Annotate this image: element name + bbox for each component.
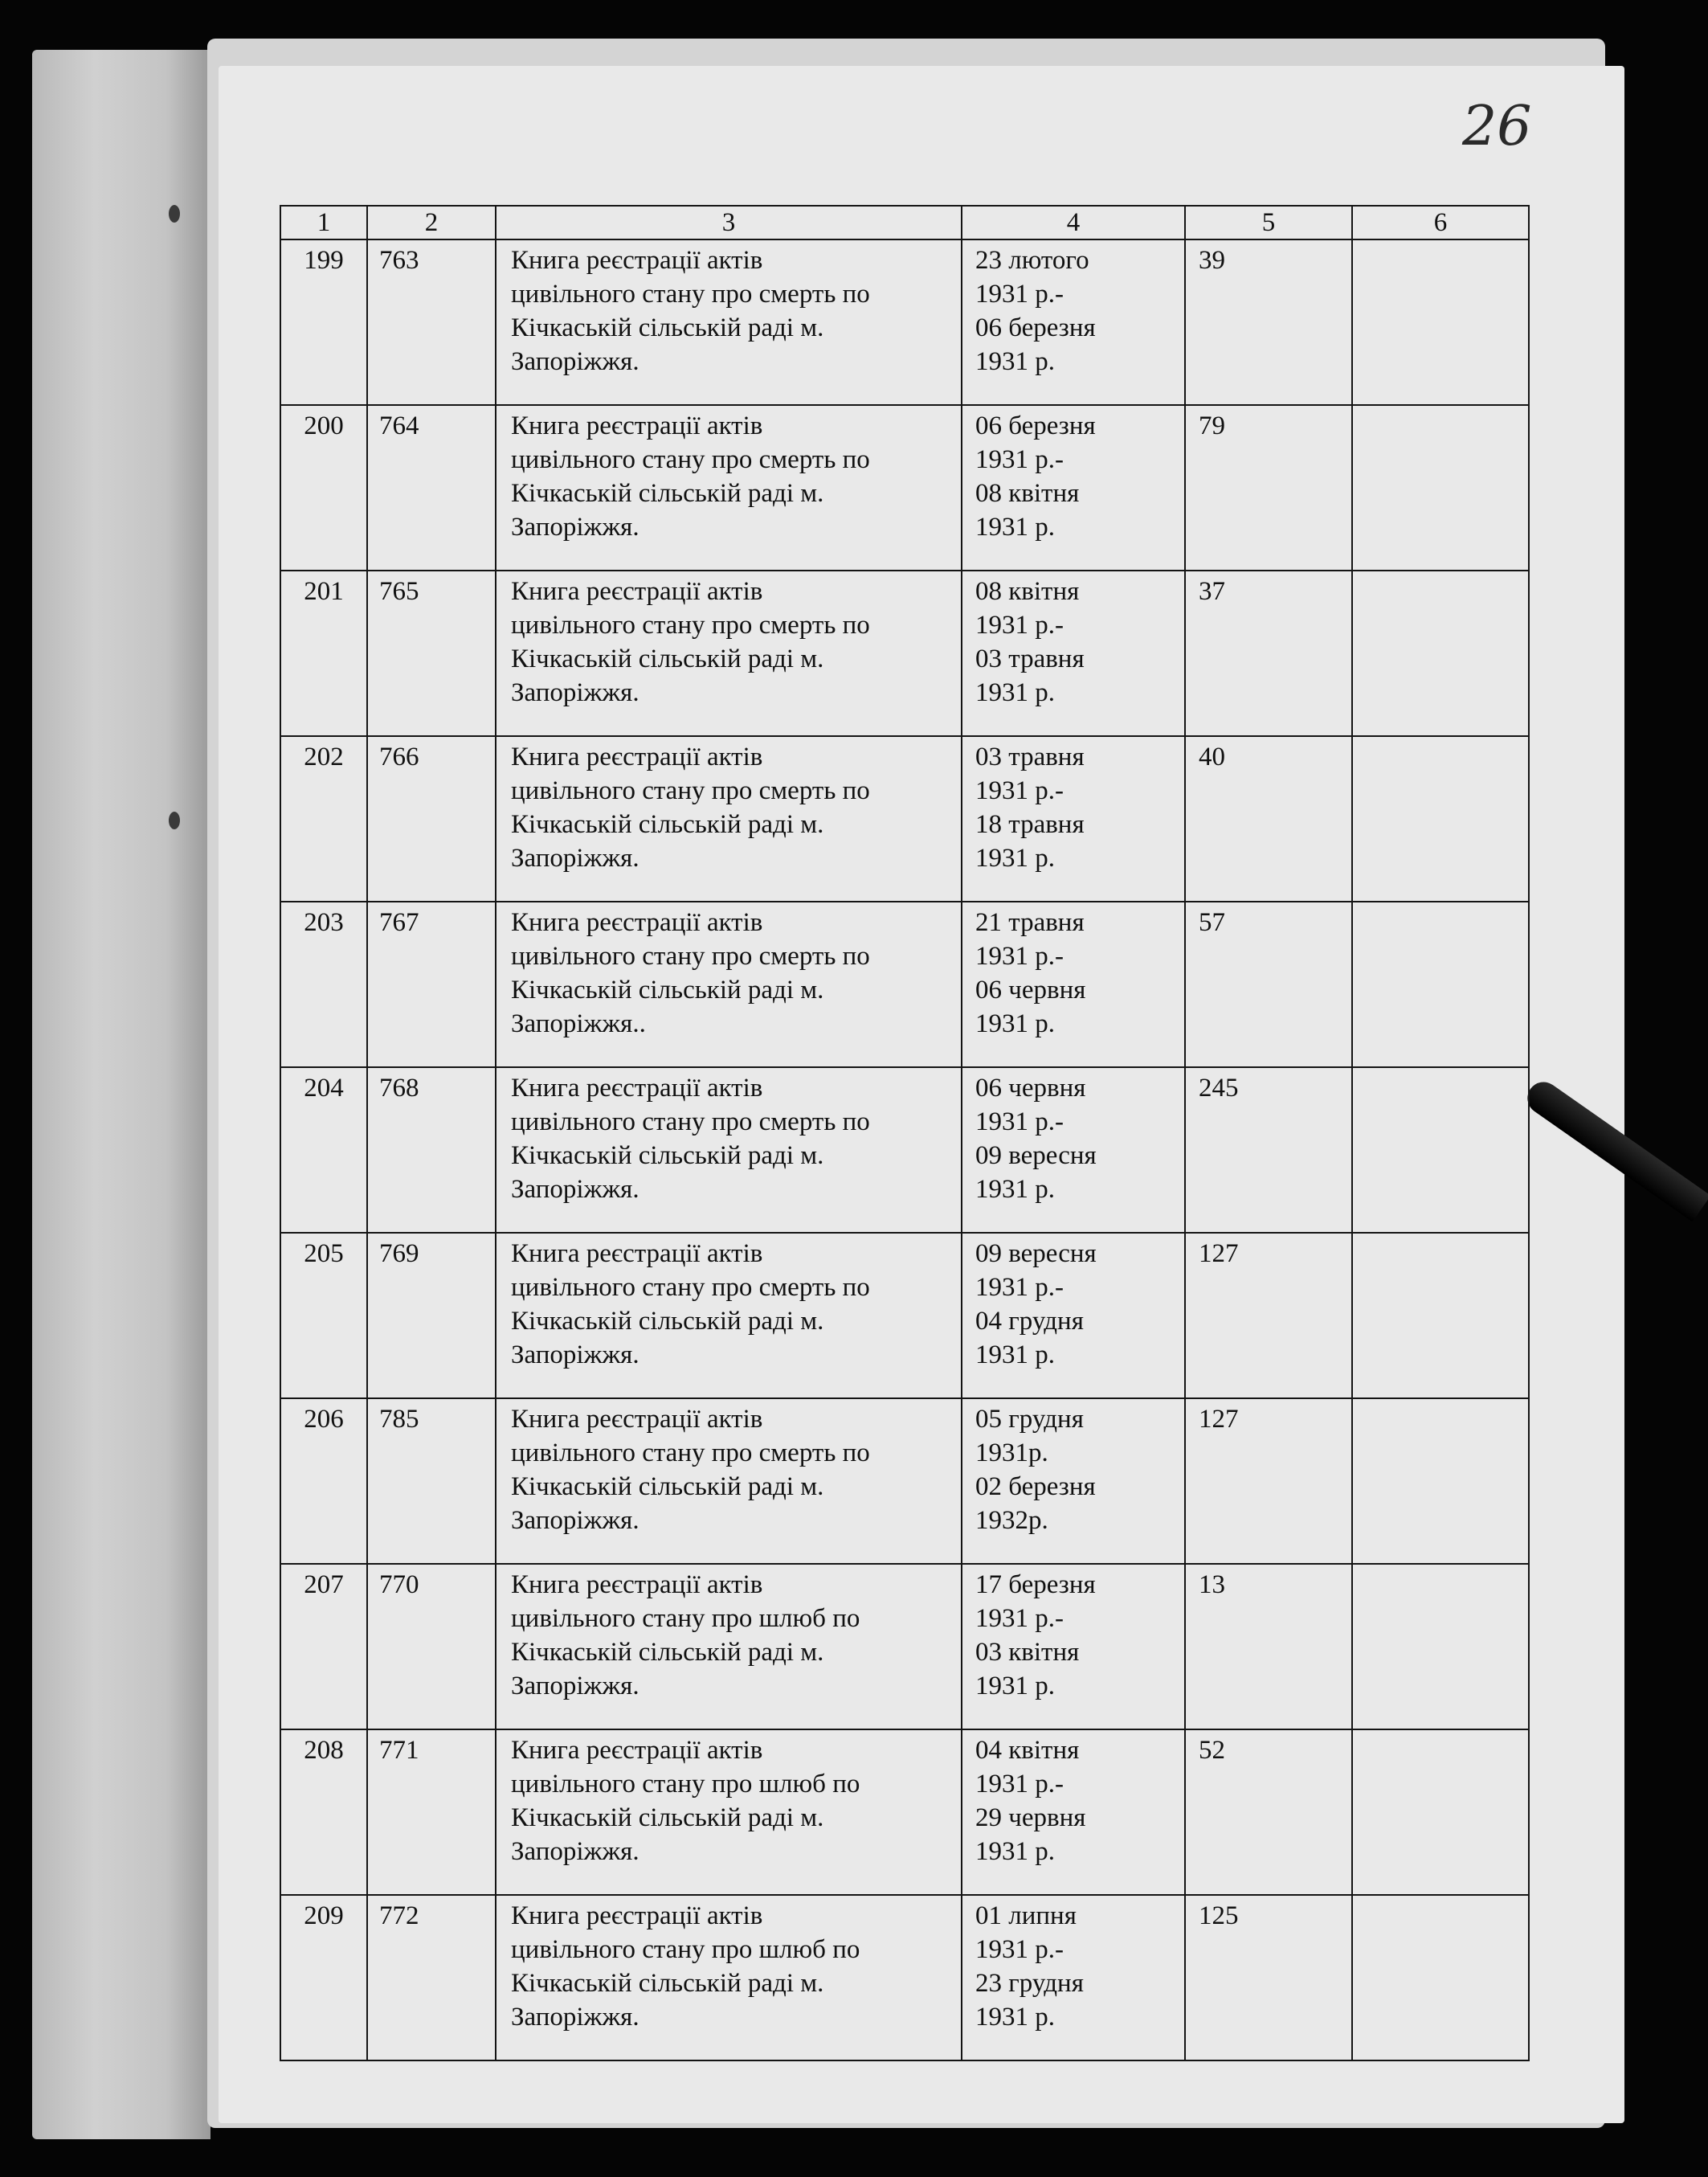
dates-cell [962,1564,1185,1729]
dates-cell [962,405,1185,571]
dates-cell-line: 1931 р.- [975,776,1064,805]
dates-cell-line: 23 лютого [975,246,1089,275]
item-number-cell: 200 [280,405,367,571]
registry-table [280,205,1530,2061]
title-cell [496,405,962,571]
inventory-number-cell: 763 [367,239,496,405]
inventory-number-cell: 772 [367,1895,496,2060]
title-cell-line: цивільного стану про смерть по [511,1438,870,1467]
item-number-cell: 203 [280,902,367,1067]
title-cell-line: Книга реєстрації актів [511,577,763,606]
title-cell [496,736,962,902]
column-header: 2 [367,206,496,239]
dates-cell-line: 1931 р. [975,347,1055,376]
count-cell: 245 [1185,1067,1352,1233]
note-cell [1352,1233,1529,1398]
count-cell: 57 [1185,902,1352,1067]
title-cell-line: Кічкаській сільській раді м. [511,1307,824,1336]
table-row [280,1067,1529,1233]
title-cell-line: цивільного стану про смерть по [511,611,870,640]
dates-cell-line: 1931 р. [975,1837,1055,1866]
title-cell-line: цивільного стану про шлюб по [511,1770,860,1798]
dates-cell-line: 17 березня [975,1570,1096,1599]
dates-cell-line: 06 червня [975,976,1086,1005]
inventory-number-cell: 764 [367,405,496,571]
dates-cell-line: 1931 р. [975,513,1055,542]
inventory-number-cell: 771 [367,1729,496,1895]
dates-cell-line: 18 травня [975,810,1085,839]
title-cell-line: Запоріжжя. [511,844,639,873]
item-number-cell: 204 [280,1067,367,1233]
table-row [280,736,1529,902]
dates-cell-line: 1931 р.- [975,280,1064,309]
dates-cell-line: 04 квітня [975,1736,1080,1765]
note-cell [1352,1398,1529,1564]
dates-cell-line: 1931 р.- [975,1770,1064,1798]
column-header: 1 [280,206,367,239]
dates-cell-line: 1931 р.- [975,1604,1064,1633]
note-cell [1352,736,1529,902]
item-number-cell: 206 [280,1398,367,1564]
title-cell-line: Кічкаській сільській раді м. [511,1638,824,1667]
title-cell-line: Запоріжжя. [511,1672,639,1700]
dates-cell-line: 06 березня [975,313,1096,342]
dates-cell-line: 1931 р.- [975,942,1064,971]
dates-cell-line: 04 грудня [975,1307,1084,1336]
title-cell-line: Книга реєстрації актів [511,1570,763,1599]
count-cell: 127 [1185,1398,1352,1564]
inventory-number-cell: 768 [367,1067,496,1233]
title-cell-line: цивільного стану про смерть по [511,1107,870,1136]
title-cell-line: Запоріжжя. [511,1506,639,1535]
dates-cell-line: 1931 р.- [975,1935,1064,1964]
title-cell-line: Кічкаській сільській раді м. [511,1969,824,1998]
table-row [280,902,1529,1067]
dates-cell-line: 23 грудня [975,1969,1084,1998]
dates-cell-line: 1931 р. [975,1009,1055,1038]
item-number-cell: 205 [280,1233,367,1398]
count-cell: 37 [1185,571,1352,736]
title-cell-line: Книга реєстрації актів [511,1901,763,1930]
dates-cell-line: 1931 р. [975,1672,1055,1700]
count-cell: 52 [1185,1729,1352,1895]
note-cell [1352,1895,1529,2060]
table-row [280,1233,1529,1398]
title-cell-line: цивільного стану про смерть по [511,280,870,309]
note-cell [1352,1729,1529,1895]
dates-cell-line: 1931 р.- [975,1273,1064,1302]
title-cell-line: Кічкаській сільській раді м. [511,810,824,839]
table-body [280,239,1529,2060]
title-cell-line: Запоріжжя.. [511,1009,646,1038]
dates-cell-line: 1931 р.- [975,1107,1064,1136]
dates-cell-line: 09 вересня [975,1141,1097,1170]
title-cell-line: Книга реєстрації актів [511,1239,763,1268]
title-cell-line: Кічкаській сільській раді м. [511,313,824,342]
title-cell-line: Запоріжжя. [511,2003,639,2032]
dates-cell-line: 09 вересня [975,1239,1097,1268]
dates-cell-line: 05 грудня [975,1405,1084,1434]
title-cell-line: Кічкаській сільській раді м. [511,645,824,673]
count-cell: 79 [1185,405,1352,571]
inventory-number-cell: 767 [367,902,496,1067]
title-cell-line: Кічкаській сільській раді м. [511,976,824,1005]
title-cell-line: Книга реєстрації актів [511,1736,763,1765]
inventory-number-cell: 765 [367,571,496,736]
title-cell-line: Кічкаській сільській раді м. [511,479,824,508]
title-cell [496,571,962,736]
dates-cell-line: 1931 р. [975,1175,1055,1204]
note-cell [1352,405,1529,571]
dates-cell-line: 06 червня [975,1074,1086,1103]
inventory-number-cell: 769 [367,1233,496,1398]
title-cell-line: Книга реєстрації актів [511,908,763,937]
title-cell [496,1895,962,2060]
table-row [280,405,1529,571]
dates-cell-line: 1931р. [975,1438,1048,1467]
count-cell: 125 [1185,1895,1352,2060]
title-cell-line: Запоріжжя. [511,347,639,376]
title-cell-line: Запоріжжя. [511,678,639,707]
table-row [280,571,1529,736]
dates-cell-line: 1931 р. [975,2003,1055,2032]
count-cell: 39 [1185,239,1352,405]
count-cell: 13 [1185,1564,1352,1729]
table-row [280,1729,1529,1895]
title-cell [496,1398,962,1564]
title-cell-line: цивільного стану про смерть по [511,1273,870,1302]
title-cell-line: Кічкаській сільській раді м. [511,1141,824,1170]
dates-cell-line: 03 травня [975,645,1085,673]
table-row [280,1398,1529,1564]
dates-cell-line: 06 березня [975,411,1096,440]
note-cell [1352,1067,1529,1233]
dates-cell [962,902,1185,1067]
dates-cell-line: 1931 р.- [975,611,1064,640]
dates-cell-line: 08 квітня [975,479,1080,508]
dates-cell-line: 29 червня [975,1803,1086,1832]
dates-cell [962,1729,1185,1895]
title-cell-line: Кічкаській сільській раді м. [511,1803,824,1832]
title-cell-line: цивільного стану про шлюб по [511,1935,860,1964]
item-number-cell: 209 [280,1895,367,2060]
table-row [280,1895,1529,2060]
title-cell [496,1067,962,1233]
title-cell-line: Запоріжжя. [511,513,639,542]
title-cell-line: Книга реєстрації актів [511,246,763,275]
title-cell-line: цивільного стану про шлюб по [511,1604,860,1633]
dates-cell-line: 1931 р. [975,1340,1055,1369]
item-number-cell: 202 [280,736,367,902]
title-cell [496,1729,962,1895]
dates-cell [962,1895,1185,2060]
note-cell [1352,1564,1529,1729]
inventory-number-cell: 770 [367,1564,496,1729]
title-cell-line: Запоріжжя. [511,1340,639,1369]
dates-cell [962,1233,1185,1398]
inventory-number-cell: 766 [367,736,496,902]
title-cell [496,902,962,1067]
title-cell-line: Кічкаській сільській раді м. [511,1472,824,1501]
title-cell-line: Книга реєстрації актів [511,1074,763,1103]
adjacent-page [32,50,210,2139]
dates-cell-line: 03 квітня [975,1638,1080,1667]
column-header: 4 [962,206,1185,239]
count-cell: 127 [1185,1233,1352,1398]
note-cell [1352,902,1529,1067]
note-cell [1352,571,1529,736]
column-header: 3 [496,206,962,239]
header-row [280,206,1529,239]
column-header: 6 [1352,206,1529,239]
title-cell [496,1564,962,1729]
title-cell-line: Книга реєстрації актів [511,743,763,771]
dates-cell-line: 01 липня [975,1901,1077,1930]
dates-cell-line: 03 травня [975,743,1085,771]
column-header: 5 [1185,206,1352,239]
binding-hole [169,812,180,829]
dates-cell [962,736,1185,902]
dates-cell [962,1067,1185,1233]
item-number-cell: 199 [280,239,367,405]
dates-cell [962,239,1185,405]
dates-cell-line: 1932р. [975,1506,1048,1535]
table-row [280,239,1529,405]
dates-cell-line: 02 березня [975,1472,1096,1501]
binding-hole [169,205,180,223]
item-number-cell: 207 [280,1564,367,1729]
title-cell-line: цивільного стану про смерть по [511,776,870,805]
title-cell-line: Книга реєстрації актів [511,411,763,440]
dates-cell [962,571,1185,736]
dates-cell-line: 1931 р. [975,678,1055,707]
folio-number: 26 [1462,95,1532,158]
inventory-number-cell: 785 [367,1398,496,1564]
title-cell-line: цивільного стану про смерть по [511,942,870,971]
item-number-cell: 208 [280,1729,367,1895]
title-cell-line: Запоріжжя. [511,1837,639,1866]
title-cell-line: Книга реєстрації актів [511,1405,763,1434]
title-cell [496,1233,962,1398]
title-cell-line: цивільного стану про смерть по [511,445,870,474]
dates-cell-line: 21 травня [975,908,1085,937]
count-cell: 40 [1185,736,1352,902]
table-row [280,1564,1529,1729]
title-cell [496,239,962,405]
title-cell-line: Запоріжжя. [511,1175,639,1204]
dates-cell-line: 1931 р. [975,844,1055,873]
dates-cell-line: 08 квітня [975,577,1080,606]
item-number-cell: 201 [280,571,367,736]
dates-cell [962,1398,1185,1564]
note-cell [1352,239,1529,405]
dates-cell-line: 1931 р.- [975,445,1064,474]
